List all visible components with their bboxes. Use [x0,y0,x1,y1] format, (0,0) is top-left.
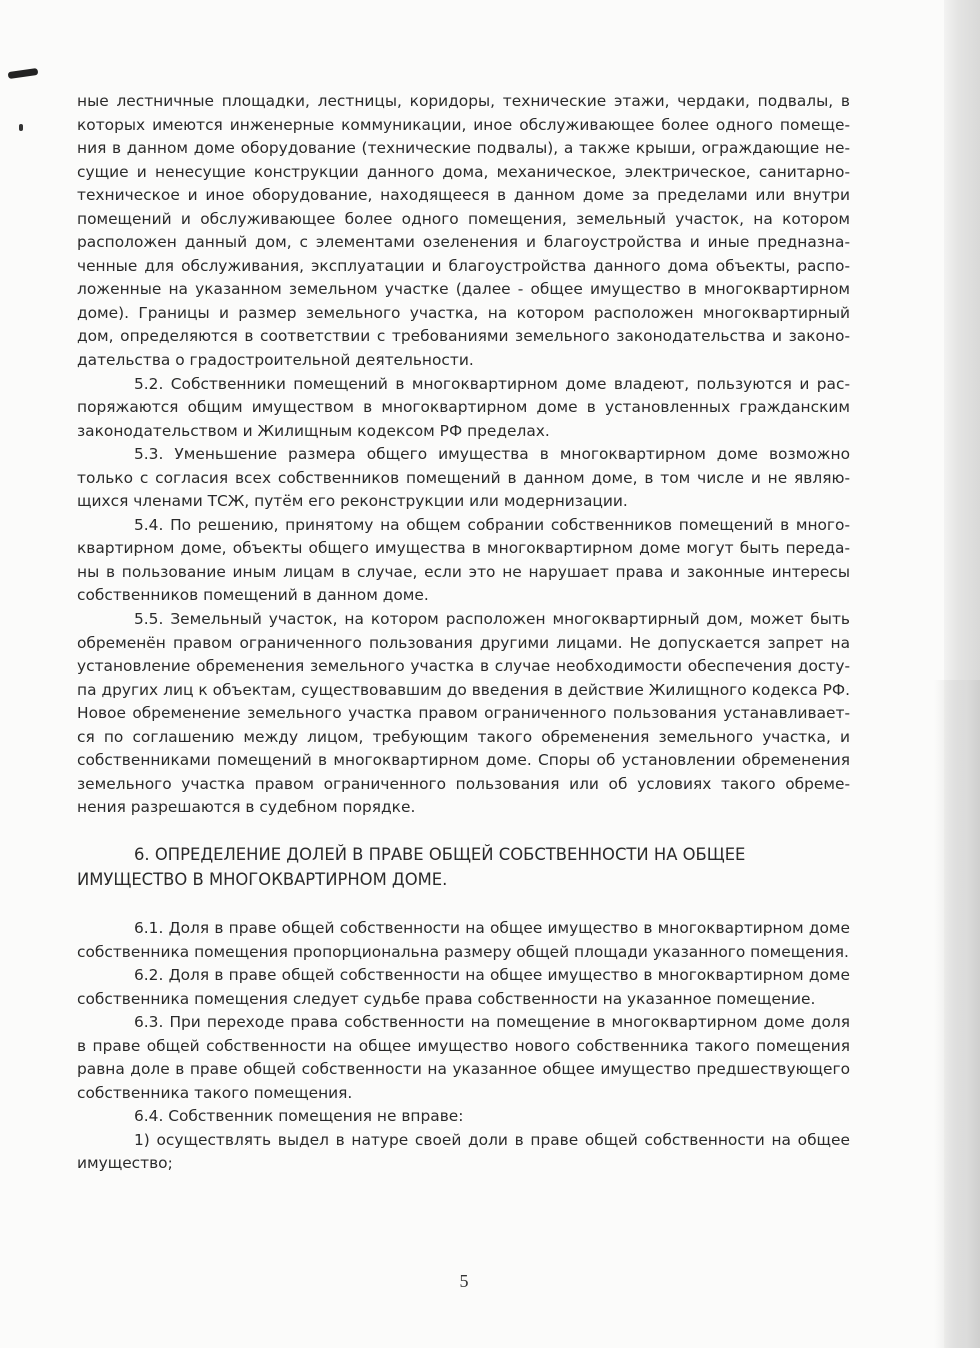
paragraph-continuation: ные лестничные площадки, лестницы, коридоры, технические этажи, чердаки, подвалы, в которых имеются инженерные коммуникации, иное обслуживающее более одного помещения в данном доме оборудование (технические подвалы), а также крыши, ограждающие несущие и ненесущие конструкции данного дома, механическое, электрическое, санитарно-техническое и иное оборудование, находящееся в данном доме за пределами или внутри помещений и обслуживающее более одного помещения, земельный участок, на котором расположен данный дом, с элементами озеленения и благоустройства и иные предназначенные для обслуживания, эксплуатации и благоустройства данного дома объекты, расположенные на указанном земельном участке (далее - общее имущество в многоквартирном доме). Границы и размер земельного участка, на котором расположен многоквартирный дом, определяются в соответствии с требованиями земельного законодательства и законодательства о градостроительной деятельности. [77,92,850,370]
paragraph-5-3: 5.3. Уменьшение размера общего имущества в многоквартирном доме возможно только с согласия всех собственников помещений в данном доме, в том числе и не являющихся членами ТСЖ, путём его реконструкции или модернизации. [77,445,850,511]
paragraph-6-3: 6.3. При переходе права собственности на помещение в многоквартирном доме доля в праве общей собственности на общее имущество нового собственника такого помещения равна доле в праве общей собственности на указанное общее имущество предшествующего собственника такого помещения. [77,1013,850,1102]
document-body [77,90,850,1176]
paragraph-6-2: 6.2. Доля в праве общей собственности на общее имущество в многоквартирном доме собственника помещения следует судьбе права собственности на указанное помещение. [77,966,850,1008]
paragraph-6-1: 6.1. Доля в праве общей собственности на общее имущество в многоквартирном доме собственника помещения пропорциональна размеру общей площади указанного помещения. [77,918,850,961]
paragraph-5-4: 5.4. По решению, принятому на общем собрании собственников помещений в многоквартирном доме, объекты общего имущества в многоквартирном доме могут быть переданы в пользование иным лицам в случае, если это не нарушает права и законные интересы собственников помещений в данном доме. [77,515,850,605]
page-number: 5 [459,1271,469,1291]
punch-hole-mark [8,68,39,79]
paragraph-6-4: 6.4. Собственник помещения не вправе: [134,1107,464,1126]
section-6-heading: 6. ОПРЕДЕЛЕНИЕ ДОЛЕЙ В ПРАВЕ ОБЩЕЙ СОБСТВЕННОСТИ НА ОБЩЕЕ ИМУЩЕСТВО В МНОГОКВАРТИРНОМ ДОМЕ. [77,844,746,889]
paragraph-5-2: 5.2. Собственники помещений в многоквартирном доме владеют, пользуются и распоряжаются общим имуществом в многоквартирном доме в установленных гражданским законодательством и Жилищным кодексом РФ пределах. [77,374,850,440]
list-item-6-4-1: 1) осуществлять выдел в натуре своей доли в праве общей собственности на общее имущество; [77,1130,850,1173]
paragraph-5-5: 5.5. Земельный участок, на котором расположен многоквартирный дом, может быть обременён правом ограниченного пользования другими лицами. Не допускается запрет на установление обременения земельного участка в случае необходимости обеспечения доступа других лиц к объектам, существовавшим до введения в действие Жилищного кодекса РФ. Новое обременение земельного участка правом ограниченного пользования устанавливается по соглашению между лицом, требующим такого обременения земельного участка, и собственниками помещений в многоквартирном доме. Споры об установлении обременения земельного участка правом ограниченного пользования или об условиях такого обременения разрешаются в судебном порядке. [77,610,850,817]
punch-hole-mark-small [19,124,23,131]
page-edge-shadow-lower [934,680,980,1348]
